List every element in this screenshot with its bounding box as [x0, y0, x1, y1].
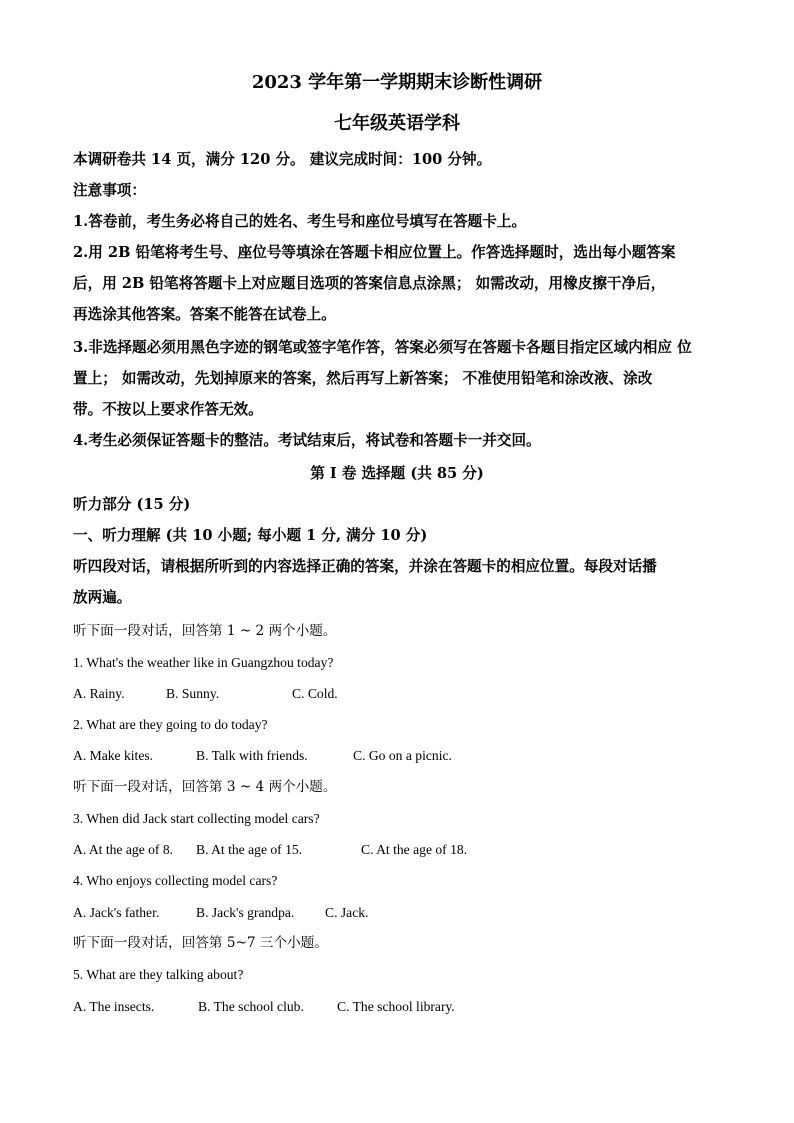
question-5-option-a: A. The insects. [73, 999, 155, 1014]
section-heading: 一、听力理解 (共 10 小题; 每小题 1 分, 满分 10 分) [73, 527, 428, 544]
question-3: 3. When did Jack start collecting model cars? [73, 811, 320, 826]
part-heading: 第 I 卷 选择题 (共 85 分) [310, 465, 484, 482]
question-1-option-c: C. Cold. [292, 686, 338, 701]
question-4-option-a: A. Jack's father. [73, 905, 160, 920]
notes-item-3-line-1: 3.非选择题必须用黑色字迹的钢笔或签字笔作答，答案必须写在答题卡各题目指定区域内相应 位 [73, 339, 692, 356]
notes-item-1: 1.答卷前，考生务必将自己的姓名、考生号和座位号填写在答题卡上。 [73, 213, 527, 230]
notes-item-4: 4.考生必须保证答题卡的整洁。考试结束后，将试卷和答题卡一并交回。 [73, 432, 541, 449]
question-2-option-c: C. Go on a picnic. [353, 748, 452, 763]
question-3-option-a: A. At the age of 8. [73, 842, 174, 857]
question-3-option-c: C. At the age of 18. [361, 842, 468, 857]
notes-item-2-line-3: 再选涂其他答案。答案不能答在试卷上。 [73, 306, 336, 323]
listening-heading: 听力部分 (15 分) [73, 496, 191, 513]
question-1-option-a: A. Rainy. [73, 686, 125, 701]
question-1-option-b: B. Sunny. [166, 686, 220, 701]
instructions-line-2: 放两遍。 [73, 589, 132, 606]
question-3-option-b: B. At the age of 15. [196, 842, 303, 857]
notes-item-2-line-1: 2.用 2B 铅笔将考生号、座位号等填涂在答题卡相应位置上。作答选择题时，选出每小题答案 [73, 244, 676, 261]
question-5-option-b: B. The school club. [198, 999, 304, 1014]
question-4-option-b: B. Jack's grandpa. [196, 905, 295, 920]
question-4: 4. Who enjoys collecting model cars? [73, 873, 278, 888]
dialogue-group-2: 听下面一段对话，回答第 3 ~ 4 两个小题。 [73, 779, 337, 795]
notes-item-2-line-2: 后，用 2B 铅笔将答题卡上对应题目选项的答案信息点涂黑； 如需改动，用橡皮擦干净后， [73, 275, 666, 292]
question-2-option-b: B. Talk with friends. [196, 748, 308, 763]
question-2-option-a: A. Make kites. [73, 748, 154, 763]
instructions-line-1: 听四段对话，请根据所听到的内容选择正确的答案，并涂在答题卡的相应位置。每段对话播 [73, 558, 657, 575]
question-1: 1. What's the weather like in Guangzhou today? [73, 655, 334, 670]
exam-subject: 七年级英语学科 [334, 113, 460, 134]
notes-item-3-line-2: 置上； 如需改动，先划掉原来的答案，然后再写上新答案； 不准使用铅笔和涂改液、涂改 [73, 370, 653, 387]
dialogue-group-3: 听下面一段对话，回答第 5~7 三个小题。 [73, 935, 328, 951]
question-2: 2. What are they going to do today? [73, 717, 268, 732]
exam-info: 本调研卷共 14 页，满分 120 分。 建议完成时间：100 分钟。 [73, 151, 492, 168]
question-5-option-c: C. The school library. [337, 999, 455, 1014]
notes-heading: 注意事项： [73, 182, 146, 199]
dialogue-group-1: 听下面一段对话，回答第 1 ~ 2 两个小题。 [73, 623, 337, 639]
exam-title: 2023 学年第一学期期末诊断性调研 [251, 72, 543, 93]
question-4-option-c: C. Jack. [325, 905, 369, 920]
question-5: 5. What are they talking about? [73, 967, 244, 982]
notes-item-3-line-3: 带。不按以上要求作答无效。 [73, 401, 263, 418]
